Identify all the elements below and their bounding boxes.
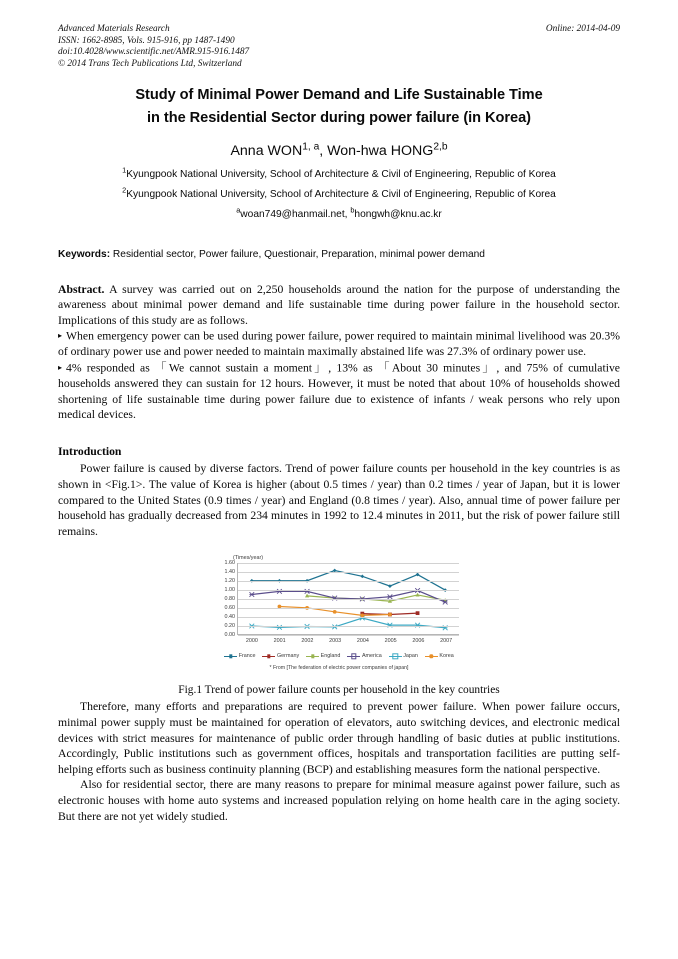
abstract-paragraph (58, 282, 620, 329)
chart-data-point (388, 613, 392, 617)
chart-ytick-label: 0.20 (224, 623, 235, 630)
chart-source-note: * From [The federation of electric power companies of japan] (269, 665, 409, 672)
title-line-2: in the Residential Sector during power failure (in Korea) (147, 110, 531, 126)
chart-gridline (238, 635, 459, 636)
chart-gridline (238, 590, 459, 591)
chart-ytick-label: 0.40 (224, 614, 235, 621)
chart-xtick-label: 2000 (245, 638, 258, 645)
chart-legend-label: America (361, 653, 382, 660)
chart-data-point (333, 610, 337, 614)
email-b-sup: b (350, 205, 355, 215)
chart-legend-label: France (238, 653, 256, 660)
affiliation-2 (58, 185, 620, 205)
chart-xtick-label: 2003 (329, 638, 342, 645)
chart-gridline (238, 626, 459, 627)
chart-legend-item[interactable] (306, 653, 340, 659)
chart-legend-swatch (306, 654, 319, 659)
chart-gridline (238, 572, 459, 573)
bullet-icon: ▸ (58, 331, 63, 341)
chart-gridline (238, 581, 459, 582)
abstract-bullet-1 (58, 328, 620, 360)
chart-xtick-label: 2007 (440, 638, 453, 645)
chart-legend-swatch (224, 654, 237, 659)
title-block (58, 84, 620, 225)
chart-legend-swatch (347, 654, 360, 659)
chart-ytick-label: 1.60 (224, 560, 235, 567)
chart-ytick-label: 1.00 (224, 587, 235, 594)
figure-1 (58, 555, 620, 697)
chart-xtick-label: 2006 (412, 638, 425, 645)
author-2-name: Won-hwa HONG (327, 143, 434, 159)
email-a-sup: a (236, 205, 241, 215)
affiliation-2-text: Kyungpook National University, School of Architecture & Civil of Engineering, Republic of Korea (126, 188, 556, 200)
intro-paragraph-1: Power failure is caused by diverse factors. Trend of power failure counts per household in the key countries is as shown in <Fig.1>. The value of Korea is higher (about 0.5 times / year) than 0.2 times / year of Japan, but it is lower compared to the United States (0.9 times / year) and England (0.8 times / year). Also, annual time of power failure per household has gradually decreased from 234 minutes in 1992 to 12.4 minutes in 2011, but the risk of power failure still remains. (58, 462, 620, 538)
chart-legend-swatch (389, 654, 402, 659)
abstract-bullet-2-text: 4% responded as 「We cannot sustain a moment」, 13% as 「About 30 minutes」, and 75% of cumulative households answered they can sustain for 12 hours. However, it must be noted that about 10% of households showed shortening of life sustainable time during power failure due to existence of infants / weak persons who rely upon medical devices. (58, 361, 620, 422)
chart-legend-label: England (320, 653, 341, 660)
online-date: Online: 2014-04-09 (545, 24, 620, 34)
affiliation-1-text: Kyungpook National University, School of Architecture & Civil of Engineering, Republic of Korea (126, 169, 556, 180)
keywords-line (58, 248, 620, 262)
author-emails (58, 205, 620, 225)
chart-legend-label: Japan (403, 653, 418, 660)
chart-xtick-label: 2004 (356, 638, 369, 645)
email-b[interactable]: hongwh@knu.ac.kr (354, 209, 442, 220)
chart-xtick-label: 2001 (273, 638, 286, 645)
journal-issn: ISSN: 1662-8985, Vols. 915-916, pp 1487-1490 (58, 35, 235, 46)
chart-plot-area (224, 560, 459, 645)
chart-data-point (249, 593, 254, 598)
author-separator: , (319, 143, 328, 159)
chart-data-point (360, 575, 364, 579)
page-title (58, 84, 620, 130)
chart-xtick-label: 2002 (301, 638, 314, 645)
chart-legend-swatch (262, 654, 275, 659)
chart-ylabel: (Times/year) (233, 555, 264, 562)
journal-doi: doi:10.4028/www.scientific.net/AMR.915-916.1487 (58, 47, 250, 58)
chart-legend-label: Korea (439, 653, 454, 660)
chart-legend-item[interactable] (262, 653, 299, 659)
intro-paragraph-2: Therefore, many efforts and preparations are required to prevent power failure. When power failure occurs, minimal power supply must be maintained for operation of elevators, auto switching devices, and electronic medical devices with strict measures for maintenance of public order through handling of basic duties at public institutions. Accordingly, Public institutions such as government offices, hospitals and transportation facilities are putting self-helping efforts such as business continuity planning (BCP) and establishing measures form the national perspective. (58, 700, 620, 776)
affiliation-2-sup: 2 (122, 185, 127, 195)
abstract-body: A survey was carried out on 2,250 households around the nation for the purpose of understanding the awareness about minimal power demand and life sustainable time during power failure in the household sector. Implications of this study are as follows. (58, 282, 620, 327)
author-2-sup: 2,b (433, 141, 448, 153)
chart-gridline (238, 599, 459, 600)
title-line-1: Study of Minimal Power Demand and Life Sustainable Time (135, 87, 543, 103)
page-content (58, 24, 620, 824)
chart-legend (207, 653, 471, 659)
affiliation-1-sup: 1 (122, 165, 127, 175)
keywords-label: Keywords: (58, 248, 111, 260)
figure-caption: Fig.1 Trend of power failure counts per household in the key countries (178, 684, 500, 697)
chart-ytick-label: 1.40 (224, 569, 235, 576)
journal-header (58, 24, 620, 72)
chart-ytick-label: 0.80 (224, 596, 235, 603)
chart-ytick-label: 0.60 (224, 605, 235, 612)
chart-container (207, 555, 471, 673)
section-heading-introduction: Introduction (58, 444, 122, 458)
chart-ytick-label: 1.20 (224, 578, 235, 585)
chart-xtick-label: 2005 (384, 638, 397, 645)
intro-paragraph-3: Also for residential sector, there are many reasons to prepare for minimal measure against power failure, such as electronic houses with home auto systems and increased population relying on home health care in the aging society. But there are not yet widely studied. (58, 778, 620, 823)
affiliation-1 (58, 165, 620, 185)
email-a[interactable]: woan749@hanmail.net, (240, 209, 351, 220)
chart-gridline (238, 608, 459, 609)
chart-legend-item[interactable] (347, 653, 381, 659)
chart-data-point (388, 585, 392, 589)
chart-ytick-label: 0.00 (224, 632, 235, 639)
chart-data-point (416, 612, 420, 616)
author-1-sup: 1, a (302, 141, 320, 153)
author-list (58, 142, 620, 160)
abstract-bullet-1-text: When emergency power can be used during power failure, power required to maintain minimal livelihood was 20.3% of ordinary power use and power needed to maintain maximally abstained life was 27.3% of ordinary power use. (58, 329, 620, 359)
chart-gridline (238, 563, 459, 564)
chart-legend-swatch (425, 654, 438, 659)
chart-legend-item[interactable] (389, 653, 418, 659)
journal-name: Advanced Materials Research (58, 24, 170, 34)
keywords-value: Residential sector, Power failure, Questionair, Preparation, minimal power demand (110, 248, 485, 260)
chart-legend-label: Germany (276, 653, 300, 660)
author-1-name: Anna WON (230, 143, 303, 159)
abstract-label: Abstract. (58, 282, 105, 296)
journal-copyright: © 2014 Trans Tech Publications Ltd, Switzerland (58, 58, 242, 69)
chart-legend-item[interactable] (425, 653, 454, 659)
abstract-bullet-2 (58, 360, 620, 423)
bullet-icon: ▸ (58, 362, 63, 372)
chart-gridline (238, 617, 459, 618)
chart-legend-item[interactable] (224, 653, 255, 659)
